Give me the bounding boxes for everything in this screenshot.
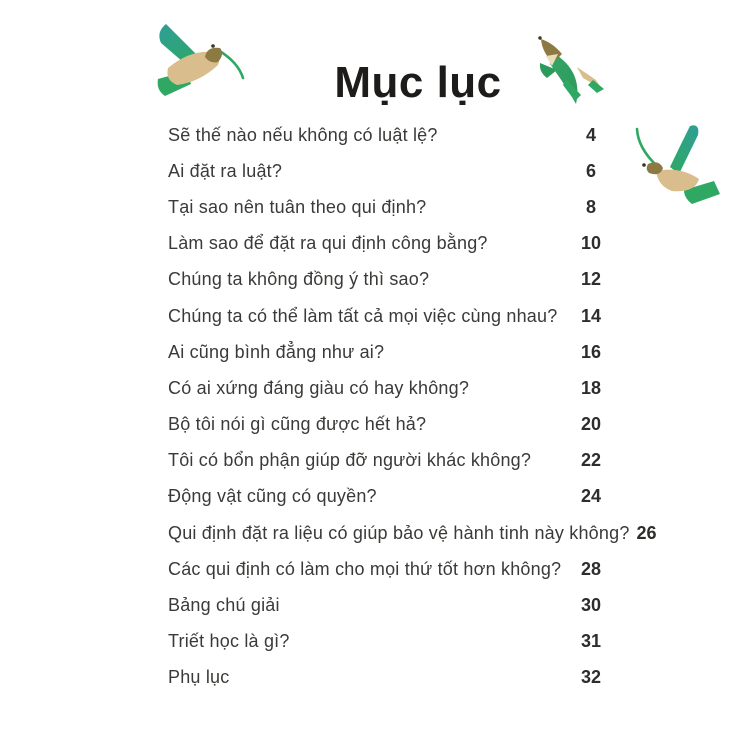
toc-entry-label: Có ai xứng đáng giàu có hay không? <box>168 377 470 398</box>
toc-entry-page: 10 <box>580 233 602 254</box>
bird-icon-top-left <box>150 12 250 110</box>
toc-entry-page: 28 <box>580 558 602 579</box>
toc-row <box>168 551 608 587</box>
toc-row <box>168 479 608 515</box>
toc-entry-label: Bảng chú giải <box>168 595 280 616</box>
toc-row <box>168 515 657 551</box>
toc-entry-page: 32 <box>580 667 602 688</box>
toc-entry-page: 8 <box>585 196 596 217</box>
toc-row <box>168 660 608 696</box>
toc-row <box>168 624 608 660</box>
toc-entry-label: Bộ tôi nói gì cũng được hết hả? <box>168 414 427 435</box>
toc-entry-label: Tôi có bổn phận giúp đỡ người khác không? <box>168 450 532 471</box>
toc-row <box>168 262 608 298</box>
toc-row <box>168 407 608 443</box>
toc-entry-label: Triết học là gì? <box>168 631 290 652</box>
toc-entry-page: 12 <box>580 269 602 290</box>
toc-entry-page: 6 <box>585 160 596 181</box>
toc-entry-page: 20 <box>580 414 602 435</box>
toc-row <box>168 153 608 189</box>
toc-row <box>168 587 608 623</box>
toc-list <box>168 117 657 696</box>
toc-entry-label: Phụ lục <box>168 667 230 688</box>
toc-row <box>168 370 608 406</box>
toc-row <box>168 298 608 334</box>
toc-row <box>168 443 608 479</box>
toc-entry-page: 24 <box>580 486 602 507</box>
toc-row <box>168 226 608 262</box>
bird-icon-right <box>630 122 725 214</box>
toc-entry-page: 22 <box>580 450 602 471</box>
toc-row <box>168 117 608 153</box>
toc-entry-page: 26 <box>636 522 657 543</box>
toc-entry-page: 18 <box>580 377 602 398</box>
toc-entry-label: Sẽ thế nào nếu không có luật lệ? <box>168 124 438 145</box>
toc-entry-page: 14 <box>580 305 602 326</box>
toc-entry-label: Chúng ta không đồng ý thì sao? <box>168 269 430 290</box>
toc-entry-label: Tại sao nên tuân theo qui định? <box>168 196 427 217</box>
bird-icon-top-center <box>533 30 607 116</box>
toc-entry-label: Làm sao để đặt ra qui định công bằng? <box>168 233 488 254</box>
toc-entry-label: Ai đặt ra luật? <box>168 160 283 181</box>
toc-row <box>168 189 608 225</box>
toc-entry-label: Qui định đặt ra liệu có giúp bảo vệ hành tinh này không? <box>168 522 630 543</box>
toc-entry-label: Chúng ta có thể làm tất cả mọi việc cùng nhau? <box>168 305 558 326</box>
page-title: Mục lục <box>334 58 502 107</box>
toc-entry-label: Các qui định có làm cho mọi thứ tốt hơn không? <box>168 558 562 579</box>
toc-entry-page: 30 <box>580 595 602 616</box>
toc-row <box>168 334 608 370</box>
toc-entry-label: Động vật cũng có quyền? <box>168 486 377 507</box>
toc-entry-page: 4 <box>585 124 596 145</box>
toc-entry-page: 16 <box>580 341 602 362</box>
toc-entry-label: Ai cũng bình đẳng như ai? <box>168 341 385 362</box>
toc-entry-page: 31 <box>580 631 602 652</box>
